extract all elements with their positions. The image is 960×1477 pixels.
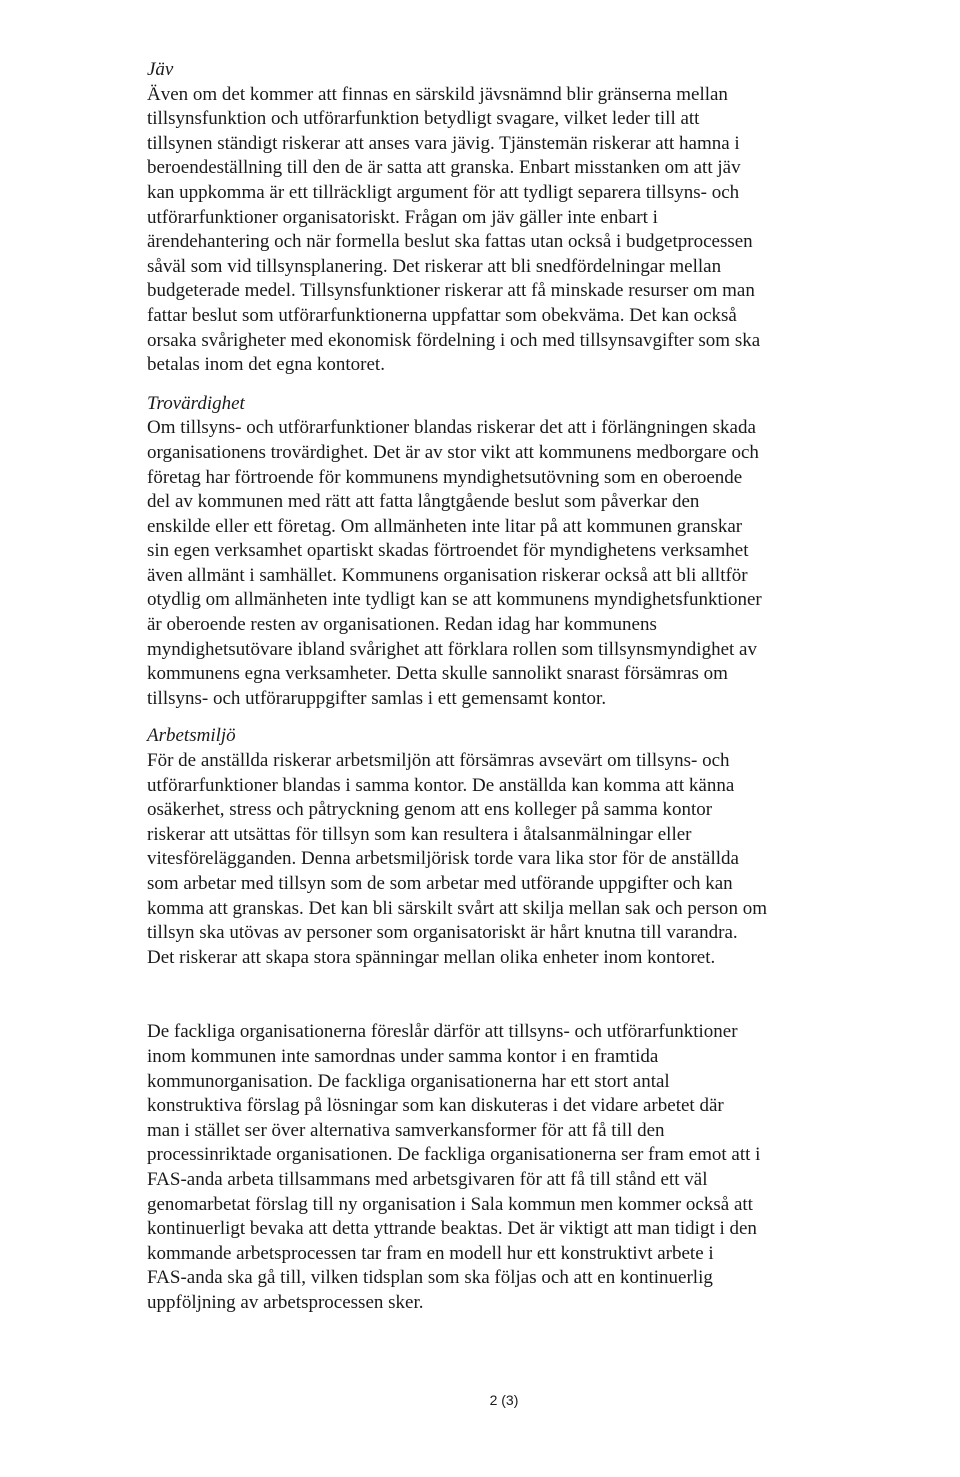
text-line: kommunens egna verksamheter. Detta skulle sannolikt snarast försämras om [147, 663, 728, 685]
text-line: kommunorganisation. De fackliga organisationerna har ett stort antal [147, 1070, 670, 1092]
text-line: beroendeställning till den de är satta att granska. Enbart misstanken om att jäv [147, 157, 741, 179]
text-line: betalas inom det egna kontoret. [147, 354, 385, 376]
text-line: budgeterade medel. Tillsynsfunktioner riskerar att få minskade resurser om man [147, 280, 755, 302]
text-line: sin egen verksamhet opartiskt skadas förtroendet för myndighetens verksamhet [147, 540, 749, 562]
conclusion-body [147, 1020, 867, 1315]
text-line: tillsynen ständigt riskerar att anses vara jävig. Tjänstemän riskerar att hamna i [147, 132, 740, 154]
section-heading-trovardighet: Trovärdighet [147, 392, 245, 414]
section-body-arbetsmiljo [147, 749, 867, 970]
text-line: FAS-anda arbeta tillsammans med arbetsgivaren för att få till stånd ett väl [147, 1168, 708, 1190]
text-line: myndighetsutövare ibland svårighet att förklara rollen som tillsynsmyndighet av [147, 638, 757, 660]
text-line: tillsyns- och utföraruppgifter samlas i ett gemensamt kontor. [147, 687, 607, 709]
page-number: 2 (3) [489, 1392, 519, 1408]
text-line: fattar beslut som utförarfunktionerna uppfattar som obekväma. Det kan också [147, 304, 737, 326]
text-line: riskerar att utsättas för tillsyn som kan resultera i åtalsanmälningar eller [147, 823, 692, 845]
section-jav [147, 58, 867, 378]
text-line: tillsyn ska utövas av personer som organisatoriskt är hårt knutna till varandra. [147, 922, 738, 944]
section-heading-jav: Jäv [147, 59, 174, 80]
text-line: såväl som vid tillsynsplanering. Det riskerar att bli snedfördelningar mellan [147, 255, 722, 277]
text-line: kontinuerligt bevaka att detta yttrande beaktas. Det är viktigt att man tidigt i den [147, 1218, 757, 1240]
text-line: företag har förtroende för kommunens myndighetsutövning som en oberoende [147, 466, 743, 488]
text-line: som arbetar med tillsyn som de som arbetar med utförande uppgifter och kan [147, 873, 733, 894]
text-line: otydlig om allmänheten inte tydligt kan se att kommunens myndighetsfunktioner [147, 589, 762, 611]
section-body-jav [147, 83, 867, 378]
text-line: inom kommunen inte samordnas under samma kontor i en framtida [147, 1045, 659, 1067]
text-line: De fackliga organisationerna föreslår därför att tillsyns- och utförarfunktioner [147, 1021, 738, 1043]
text-line: ärendehantering och när formella beslut ska fattas utan också i budgetprocessen [147, 231, 753, 253]
text-line: Om tillsyns- och utförarfunktioner blandas riskerar det att i förlängningen skada [147, 417, 756, 439]
text-line: utförarfunktioner organisatoriskt. Frågan om jäv gäller inte enbart i [147, 206, 658, 228]
text-line: orsaka svårigheter med ekonomisk fördelning i och med tillsynsavgifter som ska [147, 329, 761, 351]
text-line: organisationens trovärdighet. Det är av stor vikt att kommunens medborgare och [147, 441, 759, 463]
text-line: genomarbetat förslag till ny organisation i Sala kommun men kommer också att [147, 1193, 753, 1215]
text-line: tillsynsfunktion och utförarfunktion betydligt svagare, vilket leder till att [147, 108, 700, 130]
section-trovardighet [147, 392, 867, 712]
text-line: även allmänt i samhället. Kommunens organisation riskerar också att bli alltför [147, 564, 748, 586]
text-line: utförarfunktioner blandas i samma kontor. De anställda kan komma att känna [147, 774, 735, 796]
text-line: kan uppkomma är ett tillräckligt argument för att tydligt separera tillsyns- och [147, 181, 740, 203]
text-line: man i stället ser över alternativa samverkansformer för att få till den [147, 1119, 665, 1141]
text-line: är oberoende resten av organisationen. Redan idag har kommunens [147, 614, 657, 636]
section-arbetsmiljo [147, 724, 867, 970]
text-line: processinriktade organisationen. De fackliga organisationerna ser fram emot att i [147, 1144, 761, 1166]
document-page [147, 58, 867, 1316]
text-line: kommande arbetsprocessen tar fram en modell hur ett konstruktivt arbete i [147, 1242, 714, 1264]
text-line: uppföljning av arbetsprocessen sker. [147, 1291, 424, 1313]
text-line: Även om det kommer att finnas en särskild jävsnämnd blir gränserna mellan [147, 83, 728, 105]
section-heading-arbetsmiljo: Arbetsmiljö [147, 725, 236, 747]
text-line: vitesförelägganden. Denna arbetsmiljörisk torde vara lika stor för de anställda [147, 848, 739, 870]
text-line: För de anställda riskerar arbetsmiljön att försämras avsevärt om tillsyns- och [147, 750, 730, 772]
text-line: del av kommunen med rätt att fatta långtgående beslut som påverkar den [147, 491, 700, 513]
text-line: Det riskerar att skapa stora spänningar mellan olika enheter inom kontoret. [147, 946, 716, 968]
text-line: FAS-anda ska gå till, vilken tidsplan som ska följas och att en kontinuerlig [147, 1267, 713, 1289]
text-line: konstruktiva förslag på lösningar som kan diskuteras i det vidare arbetet där [147, 1095, 724, 1117]
text-line: enskilde eller ett företag. Om allmänheten inte litar på att kommunen granskar [147, 515, 743, 537]
text-line: komma att granskas. Det kan bli särskilt svårt att skilja mellan sak och person om [147, 897, 768, 919]
section-conclusion [147, 1020, 867, 1315]
section-body-trovardighet [147, 416, 867, 711]
text-line: osäkerhet, stress och påtryckning genom att ens kolleger på samma kontor [147, 799, 713, 821]
